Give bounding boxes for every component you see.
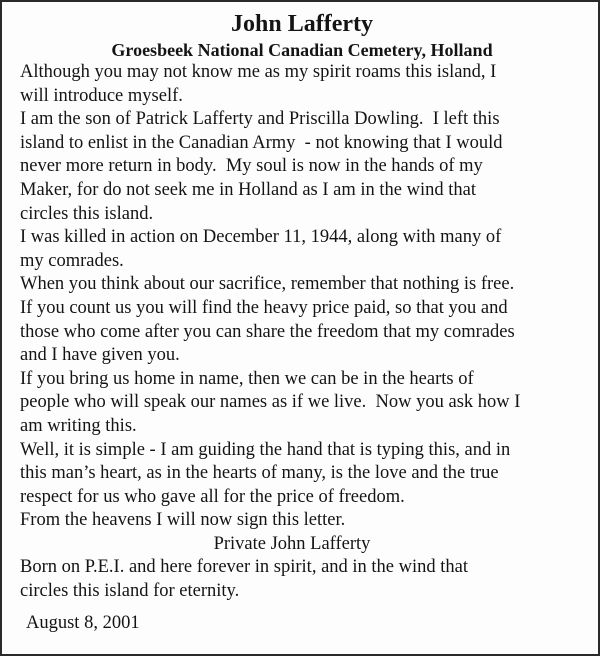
body-line: respect for us who gave all for the price of freedom. (20, 486, 405, 507)
body-line: and I have given you. (20, 345, 180, 366)
letter-date: August 8, 2001 (26, 613, 140, 633)
body-line: people who will speak our names as if we live. Now you ask how I (20, 392, 521, 413)
body-line: I am the son of Patrick Lafferty and Priscilla Dowling. I left this (20, 109, 500, 130)
body-line: If you bring us home in name, then we can be in the hearts of (20, 368, 474, 389)
letter-title: John Lafferty (231, 11, 373, 37)
body-line: those who come after you can share the freedom that my comrades (20, 321, 515, 342)
body-line: circles this island. (20, 203, 154, 224)
body-line: Maker, for do not seek me in Holland as I am in the wind that (20, 179, 476, 200)
body-line: never more return in body. My soul is now in the hands of my (20, 156, 483, 177)
body-line: my comrades. (20, 250, 124, 271)
body-line: Well, it is simple - I am guiding the hand that is typing this, and in (20, 439, 511, 460)
body-line: From the heavens I will now sign this letter. (20, 510, 346, 531)
letter-subtitle: Groesbeek National Canadian Cemetery, Holland (111, 40, 493, 60)
body-line: If you count us you will find the heavy price paid, so that you and (20, 297, 508, 318)
signature-line: Private John Lafferty (213, 533, 371, 554)
body-line: I was killed in action on December 11, 1944, along with many of (20, 227, 502, 248)
closing-line: Born on P.E.I. and here forever in spirit, and in the wind that (20, 557, 469, 578)
letter-body (20, 61, 600, 604)
body-line: this man’s heart, as in the hearts of many, is the love and the true (20, 463, 499, 484)
body-line: am writing this. (20, 415, 137, 436)
body-line: will introduce myself. (20, 85, 183, 106)
body-line: island to enlist in the Canadian Army - not knowing that I would (20, 132, 503, 153)
body-line: When you think about our sacrifice, remember that nothing is free. (20, 274, 515, 295)
body-line: Although you may not know me as my spirit roams this island, I (20, 62, 497, 82)
closing-line: circles this island for eternity. (20, 581, 240, 602)
